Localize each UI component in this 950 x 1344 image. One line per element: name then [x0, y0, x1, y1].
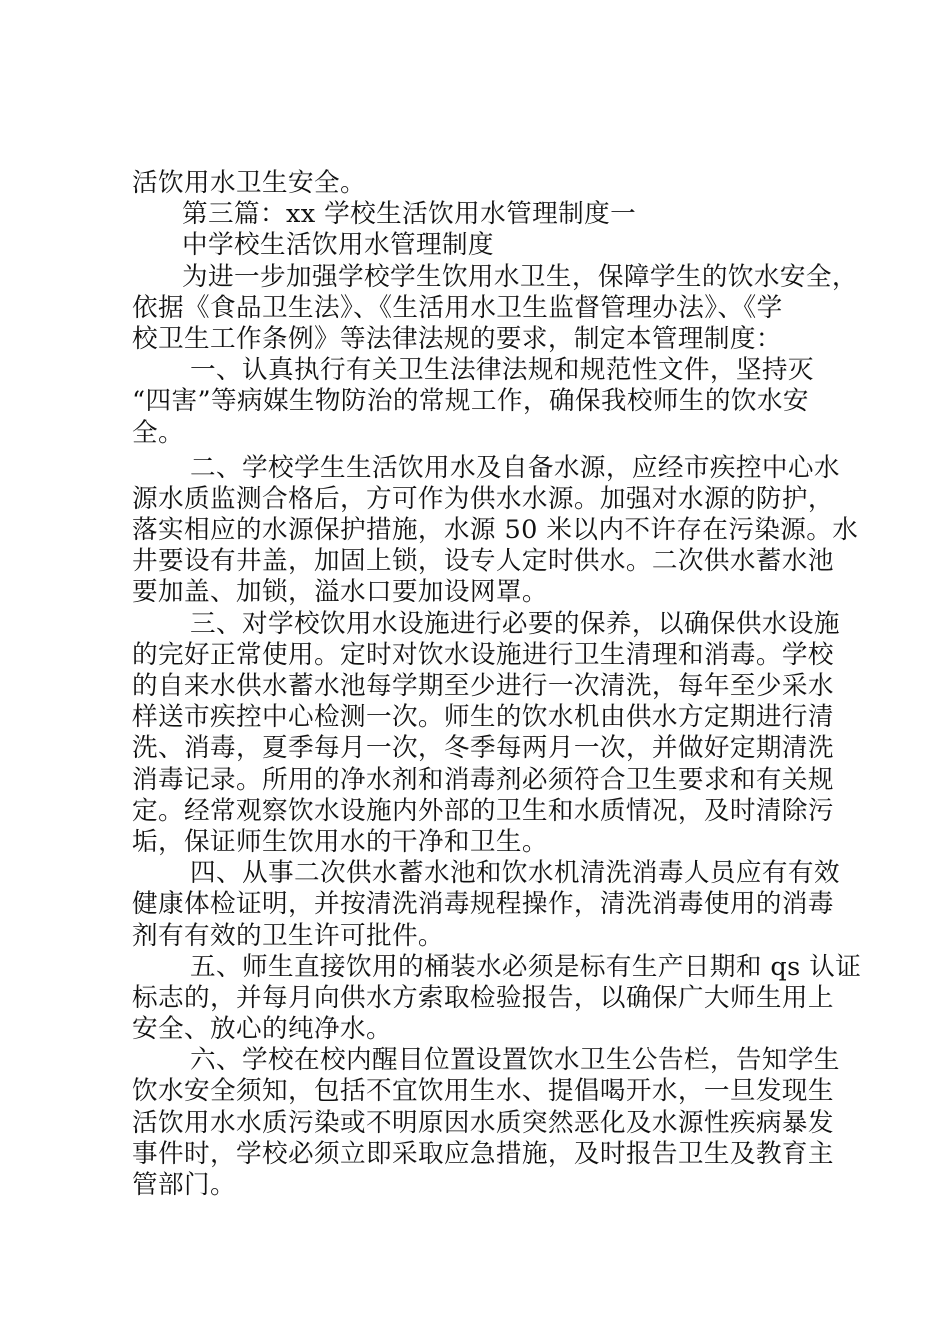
text-line: 垢，保证师生饮用水的干净和卫生。 — [132, 826, 548, 857]
text-line: 一、认真执行有关卫生法律法规和规范性文件，坚持灭 — [190, 355, 814, 386]
text-line: 六、学校在校内醒目位置设置饮水卫生公告栏，告知学生 — [190, 1045, 840, 1076]
text-line: 安全、放心的纯净水。 — [132, 1014, 392, 1045]
document-title: 中学校生活饮用水管理制度 — [182, 230, 494, 261]
text-line: 饮水安全须知，包括不宜饮用生水、提倡喝开水，一旦发现生 — [132, 1076, 834, 1107]
document-body — [132, 168, 862, 1201]
text-line: 标志的，并每月向供水方索取检验报告，以确保广大师生用上 — [132, 982, 834, 1013]
text-line: 五、师生直接饮用的桶装水必须是标有生产日期和 qs 认证 — [190, 951, 862, 982]
text-line: 管部门。 — [132, 1170, 236, 1200]
text-line: 洗、消毒，夏季每月一次，冬季每两月一次，并做好定期清洗 — [132, 733, 834, 764]
text-line: 的自来水供水蓄水池每学期至少进行一次清洗，每年至少采水 — [132, 671, 834, 701]
text-line: 为进一步加强学校学生饮用水卫生，保障学生的饮水安全， — [182, 261, 858, 292]
text-line: 依据《食品卫生法》、《生活用水卫生监督管理办法》、《学 — [132, 292, 783, 323]
text-line: 活饮用水水质污染或不明原因水质突然恶化及水源性疾病暴发 — [132, 1107, 834, 1138]
text-line: 定。经常观察饮水设施内外部的卫生和水质情况，及时清除污 — [132, 795, 834, 826]
text-line: 样送市疾控中心检测一次。师生的饮水机由供水方定期进行清 — [132, 702, 834, 733]
text-line: 要加盖、加锁，溢水口要加设网罩。 — [132, 577, 548, 608]
text-line: “四害”等病媒生物防治的常规工作，确保我校师生的饮水安 — [132, 386, 809, 417]
text-line: 健康体检证明，并按清洗消毒规程操作，清洗消毒使用的消毒 — [132, 889, 834, 920]
text-line: 井要设有井盖，加固上锁，设专人定时供水。二次供水蓄水池 — [132, 546, 834, 577]
text-line: 活饮用水卫生安全。 — [132, 168, 366, 198]
text-line: 的完好正常使用。定时对饮水设施进行卫生清理和消毒。学校 — [132, 639, 834, 670]
text-line: 消毒记录。所用的净水剂和消毒剂必须符合卫生要求和有关规 — [132, 764, 834, 795]
text-line: 落实相应的水源保护措施，水源 50 米以内不许存在污染源。水 — [132, 515, 859, 546]
text-line: 源水质监测合格后，方可作为供水水源。加强对水源的防护， — [132, 483, 834, 514]
text-line: 全。 — [132, 417, 184, 448]
text-line: 二、学校学生生活饮用水及自备水源，应经市疾控中心水 — [190, 452, 840, 483]
text-line: 校卫生工作条例》等法律法规的要求，制定本管理制度： — [132, 323, 782, 354]
text-line: 四、从事二次供水蓄水池和饮水机清洗消毒人员应有有效 — [190, 858, 840, 889]
text-line: 事件时，学校必须立即采取应急措施，及时报告卫生及教育主 — [132, 1138, 834, 1169]
text-line: 三、对学校饮用水设施进行必要的保养，以确保供水设施 — [190, 608, 840, 639]
section-heading: 第三篇：xx 学校生活饮用水管理制度一 — [182, 199, 637, 230]
text-line: 剂有有效的卫生许可批件。 — [132, 920, 444, 951]
